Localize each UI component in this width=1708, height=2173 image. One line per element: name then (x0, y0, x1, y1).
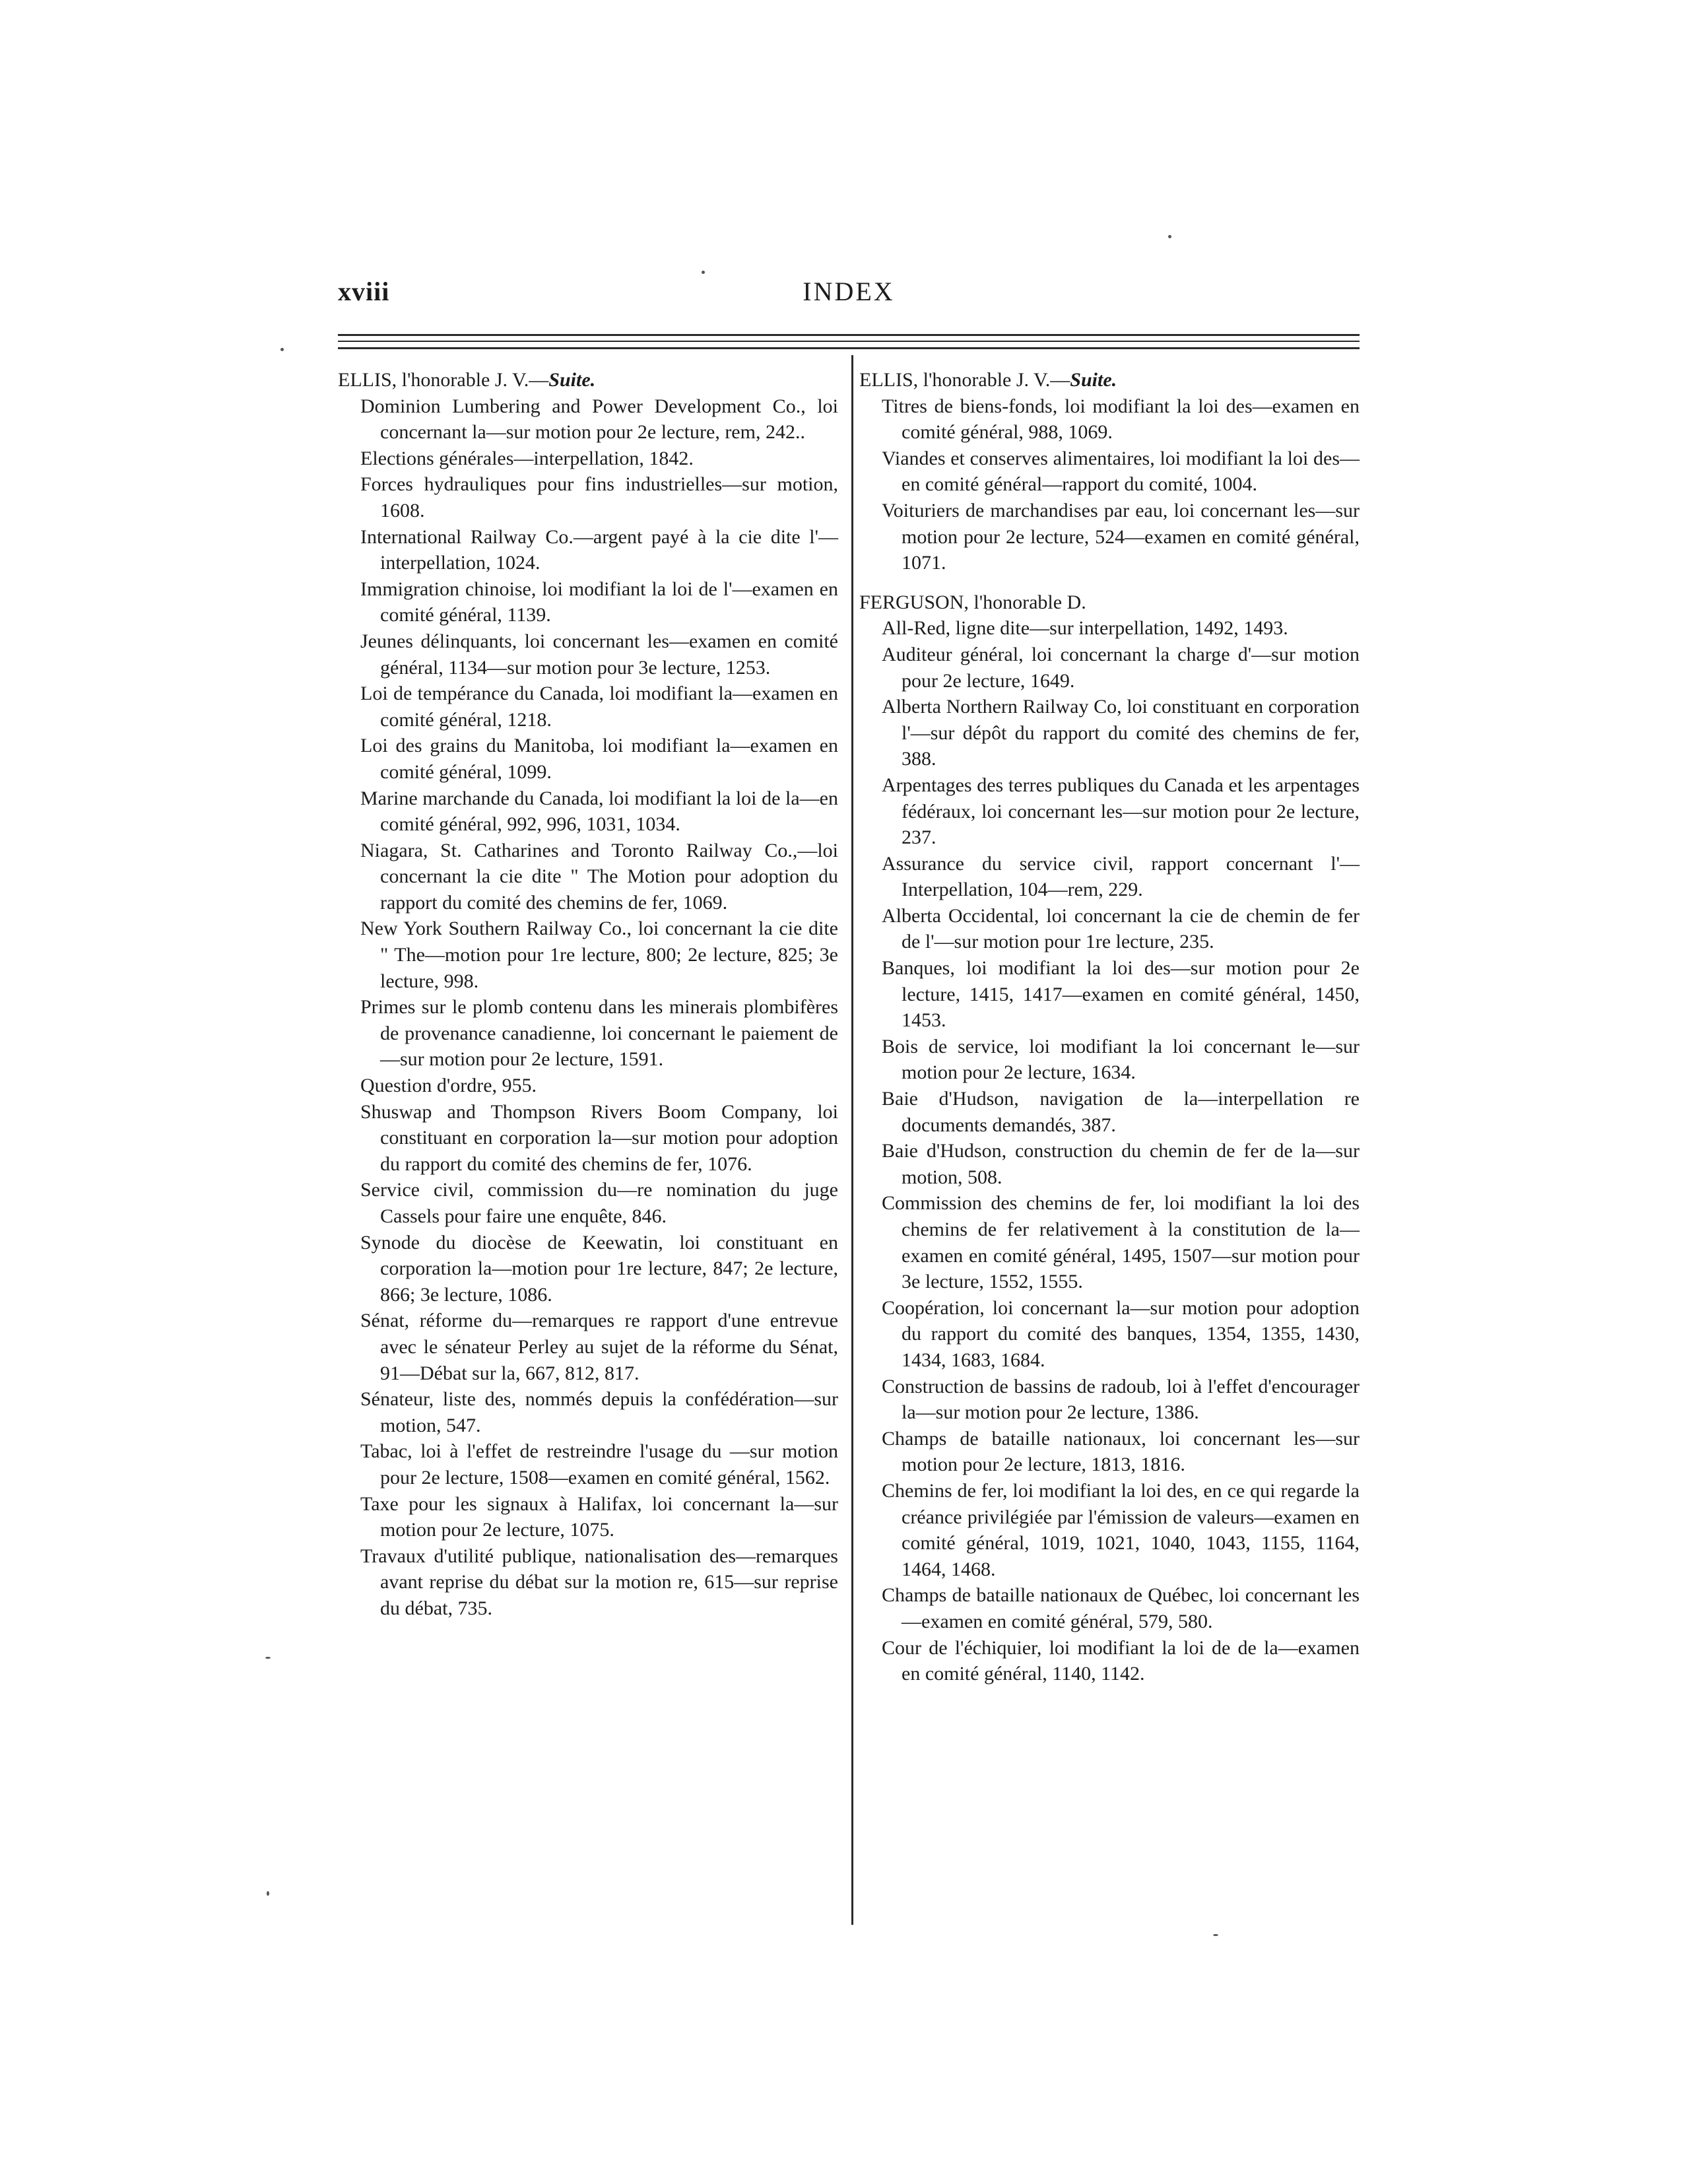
index-item: Assurance du service civil, rapport concernant l'—Interpellation, 104—rem, 229. (882, 852, 1360, 901)
index-item: New York Southern Railway Co., loi concernant la cie dite " The—motion pour 1re lecture, 800; 2e lecture, 825; 3e lecture, 998. (360, 918, 838, 992)
index-item-list (859, 615, 1360, 1687)
index-item: Cour de l'échiquier, loi modifiant la loi de de la—examen en comité général, 1140, 1142. (882, 1636, 1360, 1685)
index-item: Sénateur, liste des, nommés depuis la confédération—sur motion, 547. (360, 1388, 838, 1436)
right-column (859, 367, 1360, 1687)
index-item: Baie d'Hudson, navigation de la—interpellation re documents demandés, 387. (882, 1088, 1360, 1136)
index-item: Titres de biens-fonds, loi modifiant la loi des—examen en comité général, 988, 1069. (882, 395, 1360, 444)
index-heading (338, 367, 838, 393)
column-divider (851, 355, 853, 1925)
scan-speck (702, 271, 705, 274)
index-item: Sénat, réforme du—remarques re rapport d'une entrevue avec le sénateur Perley au sujet de la réforme du Sénat, 91—Débat sur la, 667, 812, 817. (360, 1310, 838, 1384)
index-item: Construction de bassins de radoub, loi à l'effet d'encourager la—sur motion pour 2e lecture, 1386. (882, 1375, 1360, 1424)
page-header (338, 276, 1360, 316)
index-item: Chemins de fer, loi modifiant la loi des, en ce qui regarde la créance privilégiée par l'émission de valeurs—examen en comité général, 1019, 1021, 1040, 1043, 1155, 1164, 1464, 1468. (882, 1479, 1360, 1580)
header-rule-top (338, 334, 1360, 336)
index-item: International Railway Co.—argent payé à la cie dite l'—interpellation, 1024. (360, 525, 838, 574)
index-item: Primes sur le plomb contenu dans les minerais plombifères de provenance canadienne, loi concernant le paiement de—sur motion pour 2e lecture, 1591. (360, 996, 838, 1071)
index-item: Bois de service, loi modifiant la loi concernant le—sur motion pour 2e lecture, 1634. (882, 1035, 1360, 1084)
index-item: Elections générales—interpellation, 1842. (360, 447, 694, 469)
heading-suffix: Suite. (1070, 369, 1117, 391)
heading-name: ELLIS, l'honorable J. V.— (338, 369, 549, 391)
index-item: Question d'ordre, 955. (360, 1075, 537, 1097)
index-item: Loi de tempérance du Canada, loi modifiant la—examen en comité général, 1218. (360, 683, 838, 731)
scan-speck (267, 1891, 269, 1896)
index-heading: FERGUSON, l'honorable D. (859, 591, 1086, 613)
index-item: Voituriers de marchandises par eau, loi concernant les—sur motion pour 2e lecture, 524—examen en comité général, 1071. (882, 499, 1360, 574)
index-item: Auditeur général, loi concernant la charge d'—sur motion pour 2e lecture, 1649. (882, 643, 1360, 692)
scan-speck (1168, 235, 1171, 238)
left-column (338, 367, 838, 1622)
index-item: Taxe pour les signaux à Halifax, loi concernant la—sur motion pour 2e lecture, 1075. (360, 1492, 838, 1541)
index-item: Service civil, commission du—re nomination du juge Cassels pour faire une enquête, 846. (360, 1179, 838, 1227)
header-rule-bottom (338, 347, 1360, 349)
scan-speck (280, 348, 284, 351)
header-rule-middle (338, 341, 1360, 342)
index-item: Viandes et conserves alimentaires, loi modifiant la loi des—en comité général—rapport du comité, 1004. (882, 447, 1360, 496)
scan-speck (1213, 1934, 1218, 1936)
index-item: Jeunes délinquants, loi concernant les—examen en comité général, 1134—sur motion pour 3e lecture, 1253. (360, 630, 838, 679)
page-number: xviii (338, 277, 390, 306)
index-item: Champs de bataille nationaux de Québec, loi concernant les—examen en comité général, 579, 580. (882, 1584, 1360, 1632)
index-item: Coopération, loi concernant la—sur motion pour adoption du rapport du comité des banques, 1354, 1355, 1430, 1434, 1683, 1684. (882, 1296, 1360, 1371)
page-title: INDEX (803, 277, 895, 306)
index-item: Marine marchande du Canada, loi modifiant la loi de la—en comité général, 992, 996, 1031, 1034. (360, 787, 838, 836)
index-item: Commission des chemins de fer, loi modifiant la loi des chemins de fer relativement à la constitution de la—examen en comité général, 1495, 1507—sur motion pour 3e lecture, 1552, 1555. (882, 1192, 1360, 1293)
index-item: Arpentages des terres publiques du Canada et les arpentages fédéraux, loi concernant les—sur motion pour 2e lecture, 237. (882, 774, 1360, 849)
index-item-list (338, 393, 838, 1622)
heading-suffix: Suite. (548, 369, 596, 391)
scan-speck (265, 1657, 271, 1659)
index-item: Shuswap and Thompson Rivers Boom Company, loi constituant en corporation la—sur motion pour adoption du rapport du comité des chemins de fer, 1076. (360, 1100, 838, 1175)
index-heading (859, 367, 1360, 393)
index-item: Immigration chinoise, loi modifiant la loi de l'—examen en comité général, 1139. (360, 578, 838, 626)
index-item: Travaux d'utilité publique, nationalisation des—remarques avant reprise du débat sur la motion re, 615—sur reprise du débat, 735. (360, 1545, 838, 1619)
index-item: Niagara, St. Catharines and Toronto Railway Co.,—loi concernant la cie dite " The Motion pour adoption du rapport du comité des chemins de fer, 1069. (360, 839, 838, 914)
index-item: Alberta Northern Railway Co, loi constituant en corporation l'—sur dépôt du rapport du comité des chemins de fer, 388. (882, 696, 1360, 770)
index-item-list (859, 393, 1360, 576)
index-item: Loi des grains du Manitoba, loi modifiant la—examen en comité général, 1099. (360, 735, 838, 783)
index-item: Dominion Lumbering and Power Development Co., loi concernant la—sur motion pour 2e lecture, rem, 242.. (360, 395, 838, 444)
index-item: Baie d'Hudson, construction du chemin de fer de la—sur motion, 508. (882, 1140, 1360, 1188)
index-item: Champs de bataille nationaux, loi concernant les—sur motion pour 2e lecture, 1813, 1816. (882, 1427, 1360, 1476)
index-item: Tabac, loi à l'effet de restreindre l'usage du —sur motion pour 2e lecture, 1508—examen en comité général, 1562. (360, 1440, 838, 1488)
index-item: Synode du diocèse de Keewatin, loi constituant en corporation la—motion pour 1re lecture, 847; 2e lecture, 866; 3e lecture, 1086. (360, 1231, 838, 1306)
heading-name: ELLIS, l'honorable J. V.— (859, 369, 1070, 391)
index-item: Forces hydrauliques pour fins industrielles—sur motion, 1608. (360, 473, 838, 521)
index-item: All-Red, ligne dite—sur interpellation, 1492, 1493. (882, 617, 1288, 640)
index-item: Banques, loi modifiant la loi des—sur motion pour 2e lecture, 1415, 1417—examen en comité général, 1450, 1453. (882, 957, 1360, 1032)
index-item: Alberta Occidental, loi concernant la cie de chemin de fer de l'—sur motion pour 1re lecture, 235. (882, 904, 1360, 953)
